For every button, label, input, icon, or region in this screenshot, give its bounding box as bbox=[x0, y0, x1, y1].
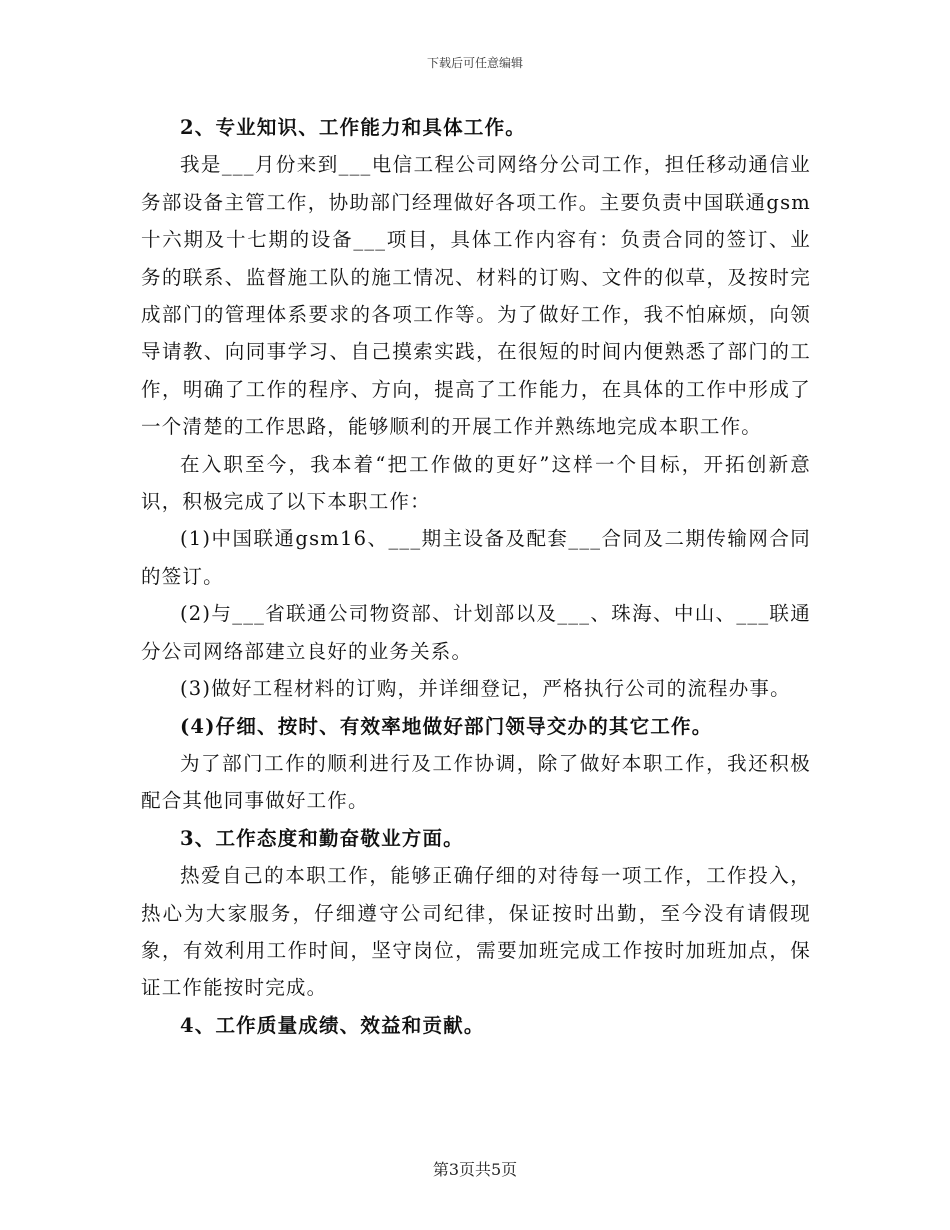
section-heading-4: 4、工作质量成绩、效益和贡献。 bbox=[180, 1013, 485, 1037]
page-footer: 第3页共5页 bbox=[432, 1160, 518, 1179]
list-item-2: (2)与___省联通公司物资部、计划部以及___、珠海、中山、___联通分公司网络部建立良好的业务关系。 bbox=[141, 602, 811, 663]
paragraph-work-attitude: 热爱自己的本职工作，能够正确仔细的对待每一项工作，工作投入，热心为大家服务，仔细遵守公司纪律，保证按时出勤，至今没有请假现象，有效利用工作时间，坚守岗位，需要加班完成工作按时加班加点，保证工作能按时完成。 bbox=[141, 864, 811, 1000]
list-item-3: (3)做好工程材料的订购，并详细登记，严格执行公司的流程办事。 bbox=[180, 677, 791, 701]
paragraph-cooperation: 为了部门工作的顺利进行及工作协调，除了做好本职工作，我还积极配合其他同事做好工作。 bbox=[141, 751, 811, 813]
paragraph-since-joining: 在入职至今，我本着“把工作做的更好”这样一个目标，开拓创新意识，积极完成了以下本职工作： bbox=[141, 452, 811, 514]
document-body bbox=[141, 109, 811, 1044]
list-item-4: (4)仔细、按时、有效率地做好部门领导交办的其它工作。 bbox=[180, 714, 713, 738]
section-heading-3: 3、工作态度和勤奋敬业方面。 bbox=[180, 826, 464, 850]
list-item-1: (1)中国联通gsm16、___期主设备及配套___合同及二期传输网合同的签订。 bbox=[141, 527, 811, 588]
page-header: 下载后可任意编辑 bbox=[426, 56, 523, 70]
section-heading-2: 2、专业知识、工作能力和具体工作。 bbox=[180, 116, 526, 139]
paragraph-work-description: 我是___月份来到___电信工程公司网络分公司工作，担任移动通信业务部设备主管工作，协助部门经理做好各项工作。主要负责中国联通gsm十六期及十七期的设备___项目，具体工作内容有：负责合同的签订、业务的联系、监督施工队的施工情况、材料的订购、文件的似草，及按时完成部门的管理体系要求的各项工作等。为了做好工作，我不怕麻烦，向领导请教、向同事学习、自己摸索实践，在很短的时间内便熟悉了部门的工作，明确了工作的程序、方向，提高了工作能力，在具体的工作中形成了一个清楚的工作思路，能够顺利的开展工作并熟练地完成本职工作。 bbox=[141, 153, 811, 439]
